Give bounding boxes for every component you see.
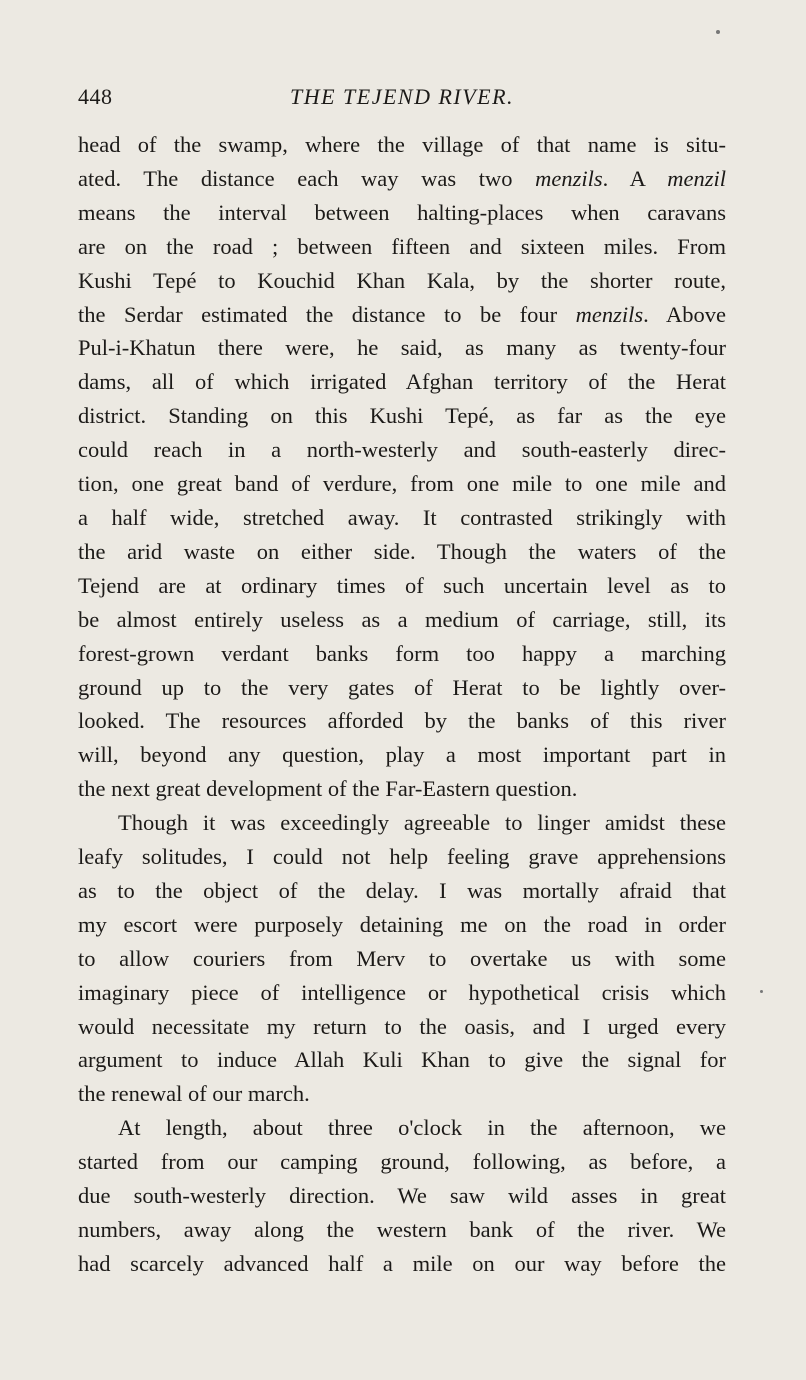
text-line: be almost entirely useless as a medium of carriage, still, its bbox=[78, 606, 726, 632]
text-line: a half wide, stretched away. It contrasted strikingly with bbox=[78, 504, 726, 530]
text-line: Though it was exceedingly agreeable to linger amidst these bbox=[118, 810, 726, 836]
text-line: argument to induce Allah Kuli Khan to give the signal for bbox=[78, 1047, 726, 1073]
page-number: 448 bbox=[78, 84, 113, 109]
text-line: had scarcely advanced half a mile on our way before the bbox=[78, 1250, 726, 1276]
text-line: started from our camping ground, following, as before, a bbox=[78, 1149, 726, 1175]
text-line: as to the object of the delay. I was mortally afraid that bbox=[78, 877, 726, 903]
text-line: will, beyond any question, play a most important part in bbox=[78, 742, 726, 768]
text-line: Pul-i-Khatun there were, he said, as many as twenty-four bbox=[78, 335, 726, 361]
text-line: ground up to the very gates of Herat to be lightly over- bbox=[78, 674, 726, 700]
text-line: imaginary piece of intelligence or hypothetical crisis which bbox=[78, 979, 726, 1005]
text-line: district. Standing on this Kushi Tepé, as far as the eye bbox=[78, 403, 726, 429]
text-line: the Serdar estimated the distance to be four menzils. Above bbox=[78, 301, 726, 327]
paper-speck bbox=[716, 30, 720, 34]
text-line: means the interval between halting-places when caravans bbox=[78, 199, 726, 225]
text-line: are on the road ; between fifteen and sixteen miles. From bbox=[78, 233, 726, 259]
text-line: Tejend are at ordinary times of such uncertain level as to bbox=[78, 572, 726, 598]
text-line: looked. The resources afforded by the banks of this river bbox=[78, 708, 726, 734]
text-line: my escort were purposely detaining me on the road in order bbox=[78, 911, 726, 937]
text-line: ated. The distance each way was two menzils. A menzil bbox=[78, 165, 726, 191]
text-line: could reach in a north-westerly and south-easterly direc- bbox=[78, 437, 726, 463]
text-line: leafy solitudes, I could not help feeling grave apprehensions bbox=[78, 844, 726, 870]
paragraph-delay bbox=[78, 806, 726, 1111]
running-head: THE TEJEND RIVER. bbox=[289, 84, 515, 109]
body-text bbox=[78, 128, 726, 1281]
text-line: tion, one great band of verdure, from one mile to one mile and bbox=[78, 471, 726, 497]
text-line: At length, about three o'clock in the afternoon, we bbox=[118, 1115, 726, 1141]
text-line: dams, all of which irrigated Afghan territory of the Herat bbox=[78, 369, 726, 395]
text-line: numbers, away along the western bank of the river. We bbox=[78, 1217, 726, 1242]
text-line: the arid waste on either side. Though the waters of the bbox=[78, 538, 726, 564]
page-header bbox=[78, 84, 726, 116]
text-line: the renewal of our march. bbox=[78, 1081, 310, 1107]
text-line: to allow couriers from Merv to overtake us with some bbox=[78, 945, 726, 971]
text-line: Kushi Tepé to Kouchid Khan Kala, by the shorter route, bbox=[78, 267, 726, 293]
paragraph-continuation bbox=[78, 128, 726, 806]
text-line: due south-westerly direction. We saw wild asses in great bbox=[78, 1183, 726, 1209]
text-line: head of the swamp, where the village of that name is situ- bbox=[78, 132, 726, 157]
text-line: the next great development of the Far-Eastern question. bbox=[78, 776, 578, 802]
text-line: would necessitate my return to the oasis, and I urged every bbox=[78, 1013, 726, 1039]
paragraph-march bbox=[78, 1111, 726, 1281]
paper-speck bbox=[760, 990, 763, 993]
text-line: forest-grown verdant banks form too happy a marching bbox=[78, 640, 726, 666]
